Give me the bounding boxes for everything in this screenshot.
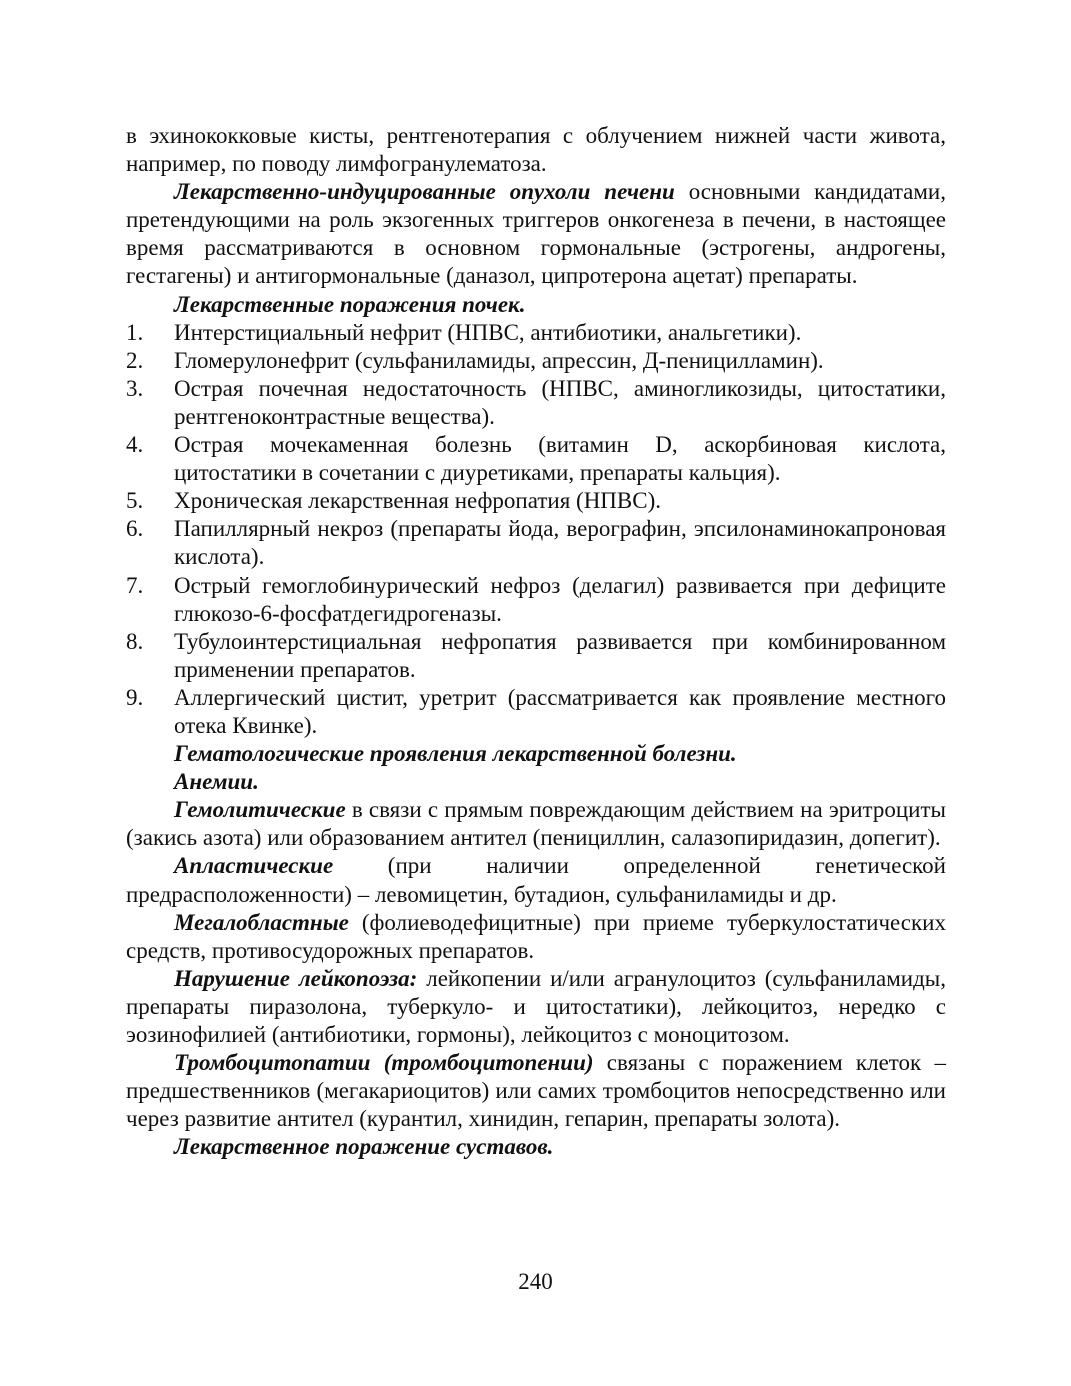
paragraph-leukopoiesis — [126, 965, 946, 1049]
list-item — [126, 487, 946, 515]
paragraph-liver-tumors — [126, 178, 946, 290]
heading-hematology: Гематологические проявления лекарственной болезни. — [174, 741, 737, 767]
list-item — [126, 375, 946, 431]
list-item-text: Острая мочекаменная болезнь (витамин D, аскорбиновая кислота, цитостатики в сочетании с диуретиками, препараты кальция). — [174, 432, 946, 486]
paragraph-megaloblastic — [126, 909, 946, 965]
term-leukopoiesis: Нарушение лейкопоэза: — [174, 965, 418, 991]
list-item-number: 5. — [126, 488, 144, 514]
hemolytic-text: в связи с прямым повреждающим действием на эритроциты (закись азота) или образованием антител (пенициллин, салазопиридазин, допегит). — [126, 797, 946, 851]
term-thrombocytopathy: Тромбоцитопатии (тромбоцитопении) — [174, 1050, 594, 1076]
thrombocytopathy-text: связаны с поражением клеток – предшественников (мегакариоцитов) или самих тромбоцитов непосредственно или через развитие антител (курантил, хинидин, гепарин, препараты золота). — [126, 1050, 946, 1132]
paragraph-aplastic — [126, 852, 946, 908]
list-item — [126, 515, 946, 571]
list-item-text: Острый гемоглобинурический нефроз (делагил) развивается при дефиците глюкозо-6-фосфатдегидрогеназы. — [174, 572, 946, 626]
kidney-list — [126, 319, 946, 740]
megaloblastic-text: (фолиеводефицитные) при приеме туберкулостатических средств, противосудорожных препаратов. — [126, 909, 946, 963]
paragraph-thrombocytopathy — [126, 1049, 946, 1133]
list-item — [126, 628, 946, 684]
leukopoiesis-text: лейкопении и/или агранулоцитоз (сульфаниламиды, препараты пиразолона, туберкуло- и цитостатики), лейкоцитоз, нередко с эозинофилией (антибиотики, гормоны), лейкоцитоз с моноцитозом. — [126, 965, 946, 1047]
paragraph-continuation: в эхинококковые кисты, рентгенотерапия с облучением нижней части живота, например, по поводу лимфогранулематоза. — [126, 123, 946, 177]
page-body — [126, 122, 946, 1161]
list-item-number: 6. — [126, 516, 144, 542]
page-number: 240 — [518, 1269, 553, 1294]
list-item — [126, 319, 946, 347]
list-item-number: 1. — [126, 319, 144, 345]
term-hemolytic: Гемолитические — [174, 797, 346, 823]
term-liver-tumors: Лекарственно-индуцированные опухоли печени — [174, 179, 675, 205]
list-item-text: Гломерулонефрит (сульфаниламиды, апрессин, Д-пеницилламин). — [174, 347, 824, 373]
term-megaloblastic: Мегалобластные — [174, 909, 349, 935]
list-item — [126, 431, 946, 487]
heading-kidney: Лекарственные поражения почек. — [174, 291, 526, 317]
list-item-text: Аллергический цистит, уретрит (рассматривается как проявление местного отека Квинке). — [174, 684, 946, 738]
list-item-number: 4. — [126, 432, 144, 458]
paragraph-hemolytic — [126, 796, 946, 852]
list-item — [126, 572, 946, 628]
list-item-text: Папиллярный некроз (препараты йода, верографин, эпсилонаминокапроновая кислота). — [174, 516, 946, 570]
list-item-text: Острая почечная недостаточность (НПВС, аминогликозиды, цитостатики, рентгеноконтрастные вещества). — [174, 375, 946, 429]
list-item — [126, 684, 946, 740]
list-item-text: Интерстициальный нефрит (НПВС, антибиотики, анальгетики). — [174, 319, 802, 345]
liver-tumors-text: основными кандидатами, претендующими на роль экзогенных триггеров онкогенеза в печени, в настоящее время рассматриваются в основном гормональные (эстрогены, андрогены, гестагены) и антигормональные (даназол, ципротерона ацетат) препараты. — [126, 179, 946, 289]
term-aplastic: Апластические — [174, 853, 334, 879]
list-item-number: 2. — [126, 347, 144, 373]
subheading-anemias: Анемии. — [174, 769, 259, 795]
list-item-number: 9. — [126, 684, 144, 710]
list-item-text: Хроническая лекарственная нефропатия (НПВС). — [174, 488, 661, 514]
list-item-text: Тубулоинтерстициальная нефропатия развивается при комбинированном применении препаратов. — [174, 628, 946, 682]
aplastic-text: (при наличии определенной генетической предрасположенности) – левомицетин, бутадион, сульфаниламиды и др. — [126, 853, 946, 907]
heading-joints: Лекарственное поражение суставов. — [174, 1134, 554, 1160]
list-item-number: 7. — [126, 572, 144, 598]
list-item-number: 8. — [126, 628, 144, 654]
list-item — [126, 347, 946, 375]
list-item-number: 3. — [126, 375, 144, 401]
